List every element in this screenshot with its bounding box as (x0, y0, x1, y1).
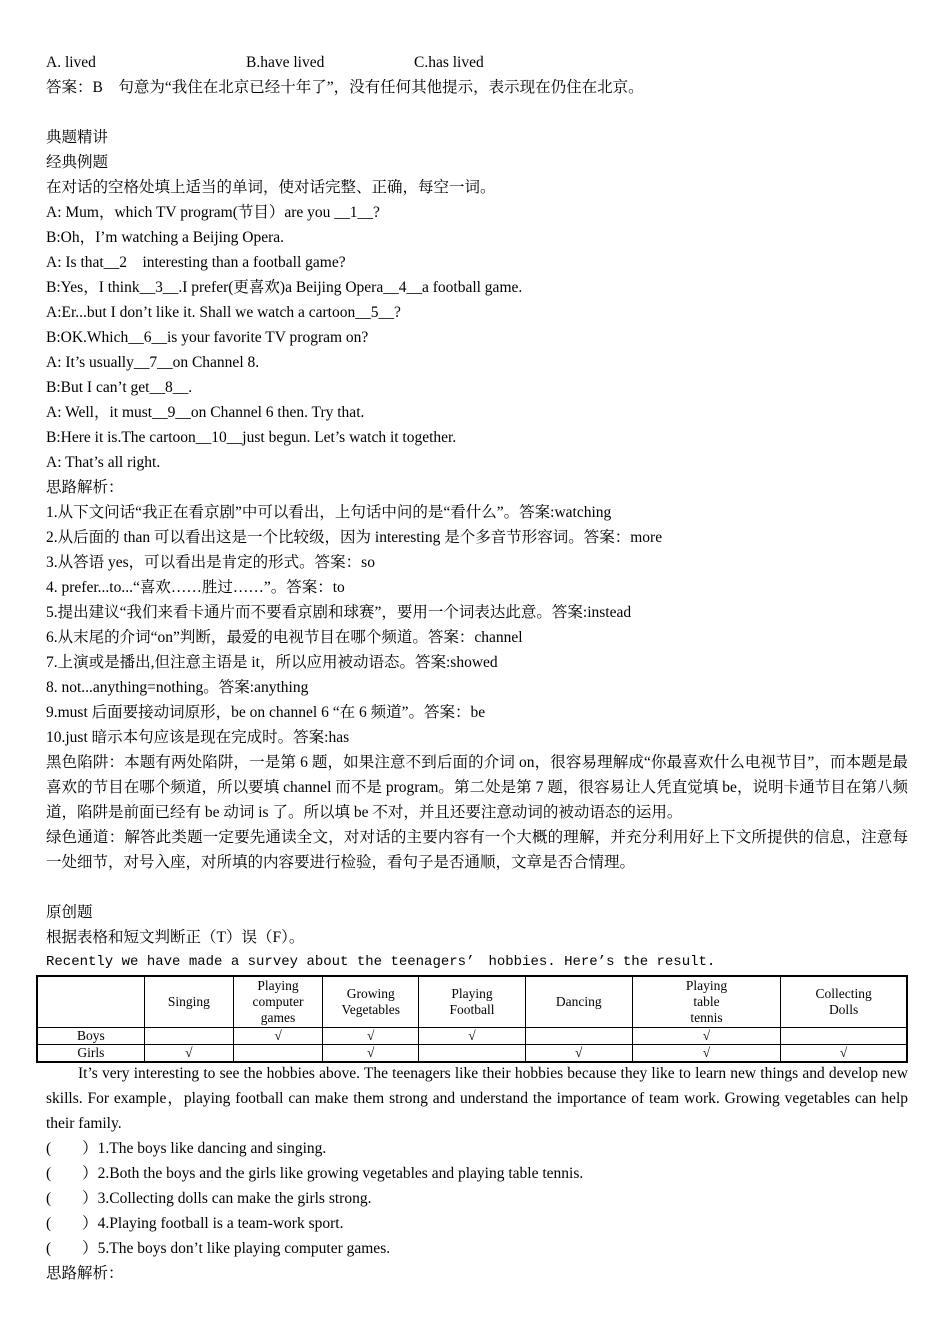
original-title: 原创题 (46, 904, 93, 921)
dialogue-line: B:But I can’t get__8__. (46, 379, 193, 396)
analysis-item: 8. not...anything=nothing。答案:anything (46, 679, 309, 696)
option-b: B.have lived (246, 54, 325, 71)
dialogue (46, 200, 908, 475)
analysis-list (46, 500, 908, 750)
question-item: ( ）4.Playing football is a team-work sport. (46, 1215, 344, 1232)
analysis-item: 6.从末尾的介词“on”判断，最爱的电视节目在哪个频道。答案：channel (46, 629, 523, 646)
dialogue-line: A: It’s usually__7__on Channel 8. (46, 354, 260, 371)
original-instruction: 根据表格和短文判断正（T）误（F）。 (46, 929, 305, 946)
dialogue-line: B:Yes，I think__3__.I prefer(更喜欢)a Beijing Opera__4__a football game. (46, 279, 523, 296)
options-line (46, 50, 908, 75)
option-c: C.has lived (414, 54, 484, 71)
analysis-item: 7.上演或是播出,但注意主语是 it，所以应用被动语态。答案:showed (46, 654, 498, 671)
question-item: ( ）5.The boys don’t like playing computer games. (46, 1240, 391, 1257)
section-title: 典题精讲 (46, 129, 109, 146)
green-channel-paragraph: 绿色通道：解答此类题一定要先通读全文，对对话的主要内容有一个大概的理解，并充分利用好上下文所提供的信息，注意每一处细节，对号入座，对所填的内容要进行检验，看句子是否通顺，文章是否合情理。 (46, 829, 908, 871)
question-item: ( ）1.The boys like dancing and singing. (46, 1140, 327, 1157)
table-header-cell: Playing Football (419, 976, 525, 1028)
answer-line: 答案：B 句意为“我住在北京已经十年了”，没有任何其他提示，表示现在仍住在北京。 (46, 79, 644, 96)
dialogue-line: A: Mum，which TV program(节目）are you __1__? (46, 204, 380, 221)
final-analysis-title: 思路解析： (46, 1265, 124, 1282)
example-title: 经典例题 (46, 154, 109, 171)
analysis-item: 9.must 后面要接动词原形，be on channel 6 “在 6 频道”。答案：be (46, 704, 486, 721)
dialogue-line: B:OK.Which__6__is your favorite TV program on? (46, 329, 369, 346)
survey-intro: Recently we have made a survey about the teenagers’ hobbies. Here’s the result. (46, 954, 716, 970)
question-item: ( ）3.Collecting dolls can make the girls strong. (46, 1190, 372, 1207)
dialogue-line: B:Oh，I’m watching a Beijing Opera. (46, 229, 285, 246)
table-header-cell: Growing Vegetables (323, 976, 419, 1028)
table-row: Girls √ √ √ √ √ (37, 1045, 907, 1063)
trap-paragraph: 黑色陷阱：本题有两处陷阱，一是第 6 题，如果注意不到后面的介词 on，很容易理解成“你最喜欢什么电视节目”，而本题是最喜欢的节目在哪个频道，所以要填 channel 而不是 program。第二处是第 7 题，很容易让人凭直觉填 be，说明卡通节目在第八频道，陷阱是前面已经有 be 动词 is 了。所以填 be 不对，并且还要注意动词的被动语态的运用。 (46, 754, 908, 821)
analysis-item: 1.从下文问话“我正在看京剧”中可以看出，上句话中问的是“看什么”。答案:watching (46, 504, 612, 521)
table-row: Boys √ √ √ √ (37, 1028, 907, 1045)
table-header-row (37, 976, 907, 1028)
analysis-item: 10.just 暗示本句应该是现在完成时。答案:has (46, 729, 350, 746)
instruction: 在对话的空格处填上适当的单词，使对话完整、正确，每空一词。 (46, 179, 496, 196)
dialogue-line: A: Is that__2 interesting than a football game? (46, 254, 346, 271)
table-header-cell: Collecting Dolls (781, 976, 907, 1028)
table-header-cell (37, 976, 144, 1028)
document-page (46, 50, 908, 1286)
dialogue-line: B:Here it is.The cartoon__10__just begun. Let’s watch it together. (46, 429, 457, 446)
table-header-cell: Playing computer games (233, 976, 322, 1028)
question-item: ( ）2.Both the boys and the girls like growing vegetables and playing table tennis. (46, 1165, 584, 1182)
table-header-cell: Playing table tennis (632, 976, 780, 1028)
dialogue-line: A:Er...but I don’t like it. Shall we watch a cartoon__5__? (46, 304, 401, 321)
dialogue-line: A: Well，it must__9__on Channel 6 then. Try that. (46, 404, 365, 421)
analysis-title: 思路解析： (46, 479, 124, 496)
table-header-cell: Dancing (525, 976, 632, 1028)
table-header-cell: Singing (144, 976, 233, 1028)
hobby-survey-table (36, 975, 908, 1063)
option-a: A. lived (46, 54, 96, 71)
analysis-item: 4. prefer...to...“喜欢……胜过……”。答案：to (46, 579, 345, 596)
passage: It’s very interesting to see the hobbies above. The teenagers like their hobbies because they like to learn new things and develop new skills. For example，playing football can make them strong and understand the importance of team work. Growing vegetables can help their family. (46, 1065, 908, 1132)
analysis-item: 2.从后面的 than 可以看出这是一个比较级，因为 interesting 是个多音节形容词。答案：more (46, 529, 663, 546)
analysis-item: 5.提出建议“我们来看卡通片而不要看京剧和球赛”，要用一个词表达此意。答案:instead (46, 604, 632, 621)
dialogue-line: A: That’s all right. (46, 454, 161, 471)
analysis-item: 3.从答语 yes，可以看出是肯定的形式。答案：so (46, 554, 375, 571)
